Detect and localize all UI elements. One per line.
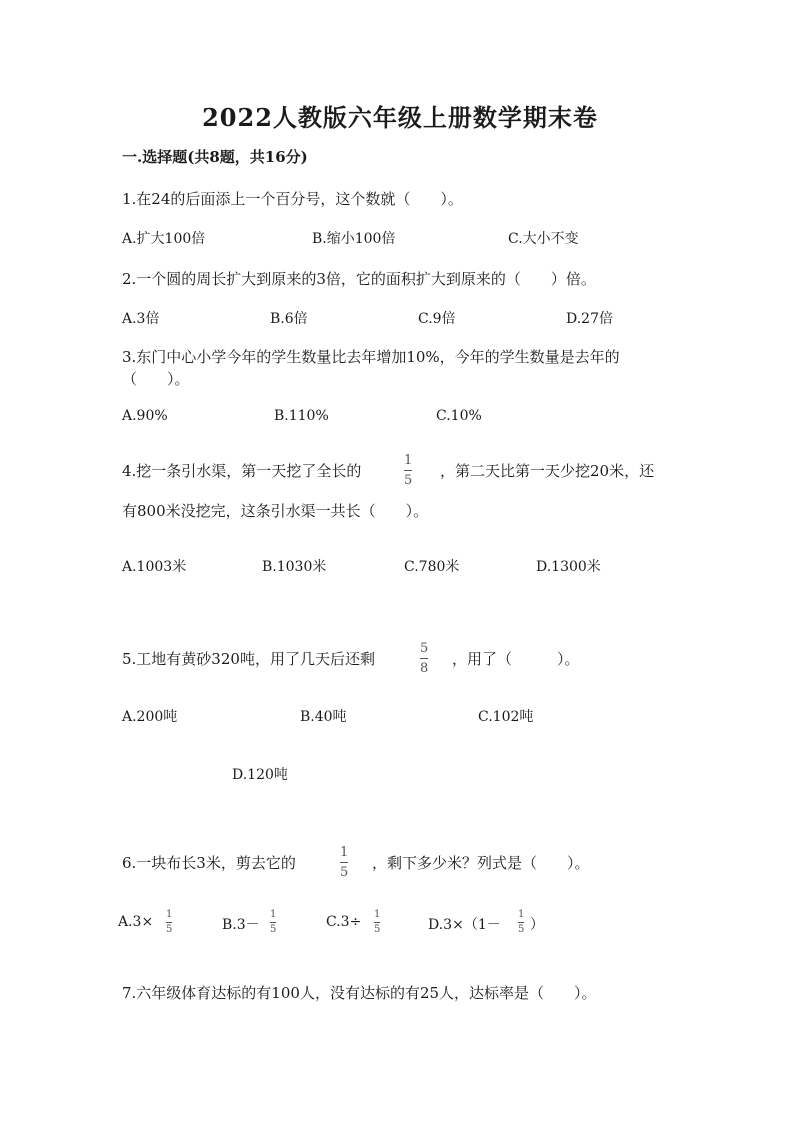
q1-option-a: A.扩大100倍: [122, 231, 206, 247]
fraction-denominator: 5: [404, 473, 413, 488]
q4-option-c: C.780米: [404, 559, 460, 575]
fraction-numerator: 1: [404, 453, 413, 468]
question-2: 2.一个圆的周长扩大到原来的3倍，它的面积扩大到原来的（ ）倍。: [122, 270, 596, 288]
q6-option-b: B.3－: [222, 917, 260, 933]
question-4-line-2: 有800米没挖完，这条引水渠一共长（ ）。: [122, 502, 429, 520]
q6-option-c-fraction: [374, 910, 380, 935]
q6-option-c: C.3÷: [326, 914, 362, 930]
fraction-numerator: 5: [420, 641, 429, 656]
q4-option-a: A.1003米: [122, 559, 187, 575]
page-title: 2022人教版六年级上册数学期末卷: [202, 103, 598, 132]
question-3-line-2: （ ）。: [122, 370, 190, 388]
question-3-line-1: 3.东门中心小学今年的学生数量比去年增加10%，今年的学生数量是去年的: [122, 348, 620, 366]
q6-option-a-fraction: [166, 910, 172, 935]
fraction-denominator: 5: [374, 924, 381, 935]
q6-option-a: A.3×: [118, 914, 154, 930]
q6-option-d-close: ）: [530, 917, 544, 933]
q2-option-a: A.3倍: [122, 311, 160, 327]
fraction-bar: [518, 922, 524, 923]
fraction-denominator: 5: [518, 924, 525, 935]
fraction-denominator: 5: [166, 924, 173, 935]
fraction-bar: [270, 922, 276, 923]
q1-option-b: B.缩小100倍: [312, 231, 396, 247]
question-5-part-1: 5.工地有黄砂320吨，用了几天后还剩: [122, 650, 375, 668]
q3-option-c: C.10%: [436, 408, 482, 424]
q5-option-c: C.102吨: [478, 709, 534, 725]
question-6-part-2: ，剩下多少米？列式是（ ）。: [372, 854, 590, 872]
q2-option-c: C.9倍: [418, 311, 456, 327]
q4-option-b: B.1030米: [262, 559, 327, 575]
question-4-part-1: 4.挖一条引水渠，第一天挖了全长的: [122, 462, 362, 480]
q6-option-d-fraction: [518, 910, 524, 935]
q1-option-c: C.大小不变: [508, 231, 579, 247]
fraction-denominator: 8: [420, 661, 429, 676]
fraction-numerator: 1: [374, 909, 381, 920]
question-5-part-2: ，用了（ ）。: [452, 650, 580, 668]
q2-option-b: B.6倍: [270, 311, 308, 327]
fraction-numerator: 1: [518, 909, 525, 920]
fraction-bar: [404, 470, 412, 471]
q3-option-b: B.110%: [274, 408, 329, 424]
q5-option-d: D.120吨: [232, 767, 288, 783]
q2-option-d: D.27倍: [566, 311, 613, 327]
fraction-numerator: 1: [270, 909, 277, 920]
fraction-bar: [166, 922, 172, 923]
fraction-denominator: 5: [340, 865, 349, 880]
q5-fraction: [420, 642, 428, 675]
question-1: 1.在24的后面添上一个百分号，这个数就（ ）。: [122, 190, 463, 208]
q3-option-a: A.90%: [122, 408, 168, 424]
q6-option-b-fraction: [270, 910, 276, 935]
question-4-part-2: ，第二天比第一天少挖20米，还: [440, 462, 655, 480]
q4-option-d: D.1300米: [536, 559, 601, 575]
fraction-denominator: 5: [270, 924, 277, 935]
q6-fraction: [340, 846, 348, 879]
q4-fraction: [404, 454, 412, 487]
fraction-bar: [340, 862, 348, 863]
fraction-bar: [420, 658, 428, 659]
q6-option-d: D.3×（1－: [428, 917, 501, 933]
fraction-numerator: 1: [166, 909, 173, 920]
fraction-numerator: 1: [340, 845, 349, 860]
question-7: 7.六年级体育达标的有100人，没有达标的有25人，达标率是（ ）。: [122, 984, 597, 1002]
q5-option-a: A.200吨: [122, 709, 178, 725]
q5-option-b: B.40吨: [300, 709, 347, 725]
section-heading: 一.选择题(共8题，共16分): [122, 148, 308, 166]
fraction-bar: [374, 922, 380, 923]
question-6-part-1: 6.一块布长3米，剪去它的: [122, 854, 296, 872]
